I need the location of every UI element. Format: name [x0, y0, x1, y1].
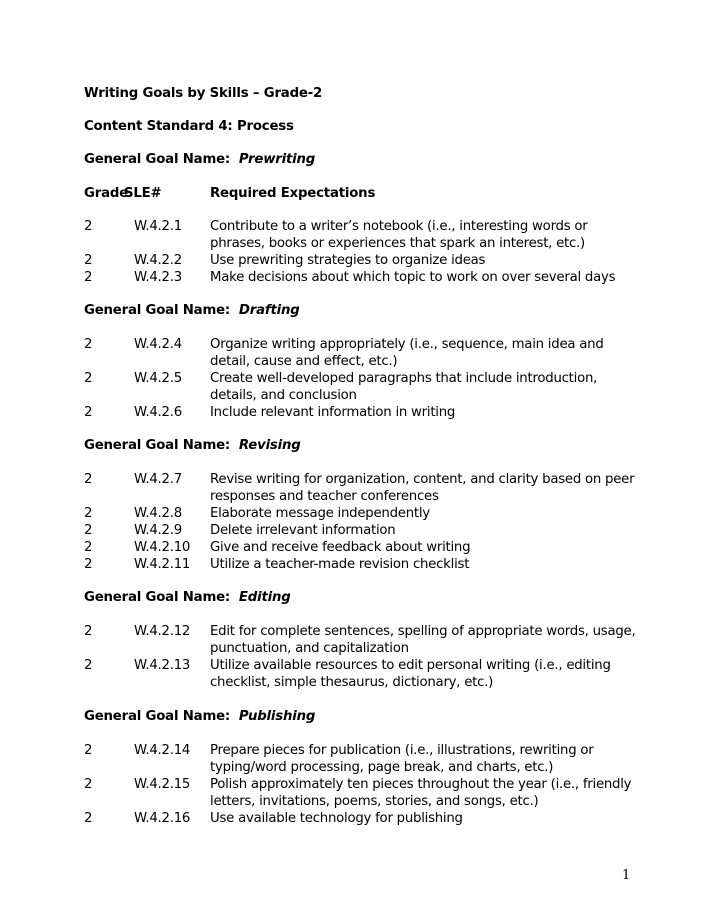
- row-grade: 2: [84, 270, 93, 285]
- header-expectations: Required Expectations: [210, 186, 376, 201]
- goal-name: Publishing: [238, 709, 316, 724]
- row-grade: 2: [84, 658, 93, 673]
- row-expectation: Give and receive feedback about writing: [210, 540, 471, 555]
- row-sle: W.4.2.3: [134, 270, 182, 285]
- row-sle: W.4.2.14: [134, 743, 191, 758]
- row-expectation: Polish approximately ten pieces throughout the year (i.e., friendly letters, invitations, poems, stories, and songs, etc.): [210, 777, 632, 809]
- row-expectation: Use prewriting strategies to organize ideas: [210, 253, 486, 268]
- goal-prefix: General Goal Name:: [84, 590, 231, 605]
- goal-heading-prewriting: [84, 151, 315, 168]
- goal-heading-revising: [84, 437, 301, 454]
- row-grade: 2: [84, 337, 93, 352]
- row-expectation: Make decisions about which topic to work on over several days: [210, 270, 616, 285]
- row-expectation: Prepare pieces for publication (i.e., illustrations, rewriting or typing/word processing, page break, and charts, etc.): [210, 743, 594, 775]
- row-expectation: Edit for complete sentences, spelling of appropriate words, usage, punctuation, and capitalization: [210, 624, 636, 656]
- row-grade: 2: [84, 371, 93, 386]
- row-expectation: Create well-developed paragraphs that include introduction, details, and conclusion: [210, 371, 598, 403]
- row-sle: W.4.2.2: [134, 253, 182, 268]
- row-sle: W.4.2.15: [134, 777, 191, 792]
- goal-prefix: General Goal Name:: [84, 709, 231, 724]
- goal-prefix: General Goal Name:: [84, 303, 231, 318]
- row-grade: 2: [84, 811, 93, 826]
- row-sle: W.4.2.4: [134, 337, 182, 352]
- row-sle: W.4.2.8: [134, 506, 182, 521]
- goal-name: Editing: [238, 590, 291, 605]
- row-expectation: Contribute to a writer’s notebook (i.e., interesting words or phrases, books or experiences that spark an interest, etc.): [210, 219, 588, 251]
- row-sle: W.4.2.10: [134, 540, 191, 555]
- goal-name: Revising: [238, 438, 301, 453]
- row-sle: W.4.2.1: [134, 219, 182, 234]
- row-expectation: Use available technology for publishing: [210, 811, 463, 826]
- content-standard: Content Standard 4: Process: [84, 119, 294, 134]
- goal-heading-editing: [84, 589, 291, 606]
- row-grade: 2: [84, 540, 93, 555]
- row-sle: W.4.2.7: [134, 472, 182, 487]
- row-grade: 2: [84, 472, 93, 487]
- goal-heading-publishing: [84, 708, 315, 725]
- goal-heading-drafting: [84, 302, 300, 319]
- goal-name: Drafting: [238, 303, 300, 318]
- goal-prefix: General Goal Name:: [84, 152, 231, 167]
- row-grade: 2: [84, 624, 93, 639]
- row-grade: 2: [84, 557, 93, 572]
- row-sle: W.4.2.11: [134, 557, 191, 572]
- row-sle: W.4.2.12: [134, 624, 191, 639]
- row-grade: 2: [84, 253, 93, 268]
- goal-prefix: General Goal Name:: [84, 438, 231, 453]
- header-sle: SLE#: [124, 186, 162, 201]
- row-sle: W.4.2.13: [134, 658, 191, 673]
- document-title: Writing Goals by Skills – Grade-2: [84, 86, 323, 101]
- row-sle: W.4.2.16: [134, 811, 191, 826]
- row-grade: 2: [84, 405, 93, 420]
- row-expectation: Delete irrelevant information: [210, 523, 396, 538]
- row-grade: 2: [84, 777, 93, 792]
- row-grade: 2: [84, 219, 93, 234]
- row-grade: 2: [84, 506, 93, 521]
- header-grade: Grade: [84, 186, 128, 201]
- row-grade: 2: [84, 523, 93, 538]
- row-sle: W.4.2.6: [134, 405, 182, 420]
- page-number: 1: [622, 868, 631, 883]
- row-expectation: Include relevant information in writing: [210, 405, 456, 420]
- row-expectation: Organize writing appropriately (i.e., sequence, main idea and detail, cause and effect, etc.): [210, 337, 604, 369]
- row-sle: W.4.2.9: [134, 523, 182, 538]
- goal-name: Prewriting: [238, 152, 316, 167]
- row-expectation: Utilize a teacher-made revision checklist: [210, 557, 470, 572]
- row-grade: 2: [84, 743, 93, 758]
- row-expectation: Elaborate message independently: [210, 506, 430, 521]
- row-expectation: Utilize available resources to edit personal writing (i.e., editing checklist, simple thesaurus, dictionary, etc.): [210, 658, 611, 690]
- row-sle: W.4.2.5: [134, 371, 182, 386]
- row-expectation: Revise writing for organization, content, and clarity based on peer responses and teacher conferences: [210, 472, 635, 504]
